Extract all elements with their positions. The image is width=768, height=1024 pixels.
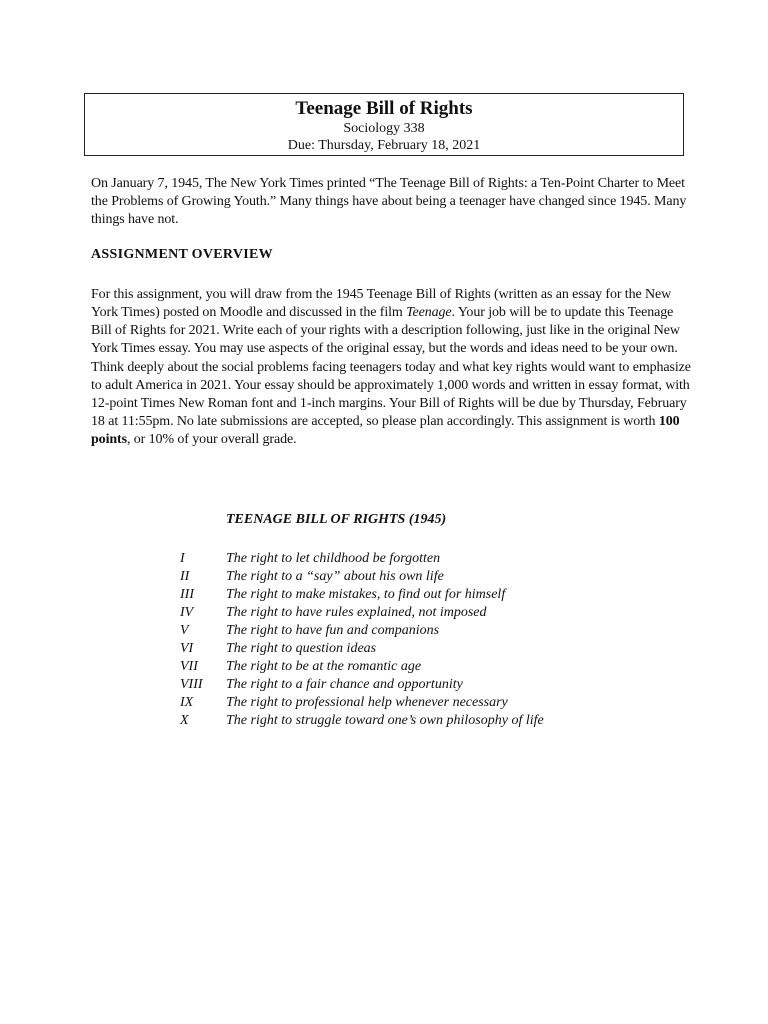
overview-text-part-1: For this assignment, you will draw from the 1945 Teenage Bill of Rights (written as an essay for the New York Times) posted on Moodle and discussed in the film [91,286,672,321]
right-text: The right to make mistakes, to find out for himself [226,587,506,602]
right-numeral: II [180,569,190,584]
bill-of-rights-list [180,512,544,730]
right-row [180,640,544,658]
overview-paragraph [91,286,691,450]
right-text: The right to have fun and companions [226,623,440,638]
right-row [180,550,544,568]
right-text: The right to a fair chance and opportunity [226,677,463,692]
right-numeral: VIII [180,677,203,692]
right-row [180,694,544,712]
points-value: 100 points [91,414,680,448]
right-row [180,712,544,730]
intro-paragraph: On January 7, 1945, The New York Times printed “The Teenage Bill of Rights: a Ten-Point Charter to Meet the Problems of Growing Youth.” Many things have about being a teenager have changed since 1945. Many things have not. [91,176,687,228]
right-numeral: X [180,713,189,728]
right-text: The right to have rules explained, not imposed [226,605,487,620]
right-numeral: III [180,587,194,602]
course-name: Sociology 338 [343,121,425,136]
right-numeral: V [180,623,189,638]
document-body [91,175,691,450]
right-row [180,676,544,694]
due-date: Due: Thursday, February 18, 2021 [287,138,481,153]
overview-text-part-2: . Your job will be to update this Teenage Bill of Rights for 2021. Write each of your rights with a description following, just like in the original New York Times essay. You may use aspects of the original essay, but the words and ideas need to be your own. Think deeply about the social problems facing teenagers today and what key rights would want to emphasize to adult America in 2021. Your essay should be approximately 1,000 words and written in essay format, with 12-point Times New Roman font and 1-inch margins. Your Bill of Rights will be due by Thursday, February 18 at 11:55pm. No late submissions are accepted, so please plan accordingly. This assignment is worth [91,305,691,430]
right-row [180,604,544,622]
right-text: The right to be at the romantic age [226,659,422,674]
right-numeral: VII [180,659,198,674]
overview-heading: ASSIGNMENT OVERVIEW [91,246,273,262]
right-row [180,622,544,640]
right-text: The right to let childhood be forgotten [226,551,441,566]
right-text: The right to question ideas [226,641,377,656]
right-text: The right to professional help whenever necessary [226,695,508,710]
right-row [180,658,544,676]
right-row [180,586,544,604]
right-numeral: VI [180,641,194,656]
right-numeral: IX [180,695,194,710]
bill-heading: TEENAGE BILL OF RIGHTS (1945) [226,512,447,527]
film-title: Teenage [406,305,452,321]
right-text: The right to a “say” about his own life [226,569,444,584]
document-title: Teenage Bill of Rights [295,98,473,119]
header-box [84,93,684,156]
overview-text-part-3: , or 10% of your overall grade. [126,432,297,448]
right-numeral: IV [180,605,194,620]
right-text: The right to struggle toward one’s own philosophy of life [226,713,544,728]
right-numeral: I [180,551,185,566]
right-row [180,568,544,586]
